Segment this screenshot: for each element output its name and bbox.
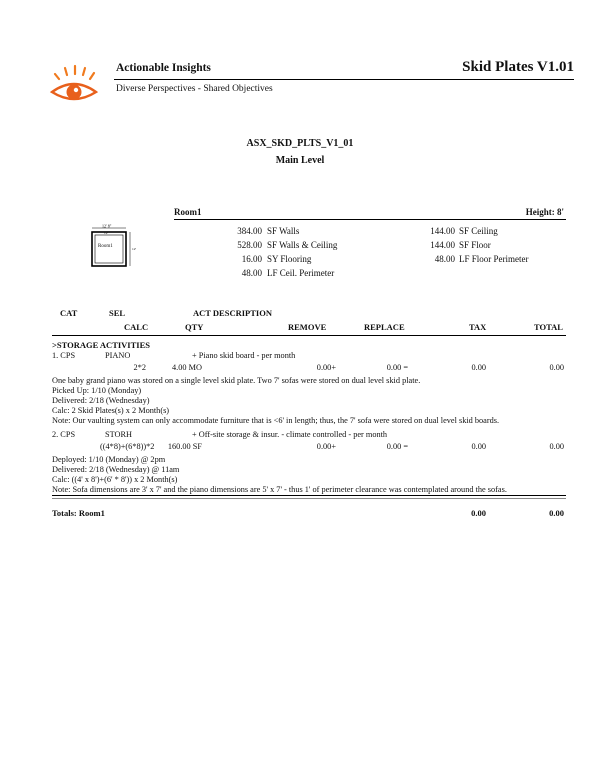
item-tax: 0.00 — [471, 442, 486, 451]
measurement-value: 144.00 — [430, 226, 455, 236]
item-qty: 4.00 MO — [172, 363, 202, 372]
col-replace: REPLACE — [364, 322, 405, 332]
col-sel: SEL — [109, 308, 126, 318]
room-name: Room1 — [174, 207, 202, 217]
item-note: Note: Sofa dimensions are 3' x 7' and the piano dimensions are 5' x 7' - thus 1' of perimeter clearance was contemplated around the sofas. — [52, 485, 507, 494]
svg-text:12': 12' — [104, 231, 109, 235]
item-note: Calc: ((4' x 8')+(6' * 8')) x 2 Month(s) — [52, 475, 178, 484]
measurement-label: SF Floor — [459, 240, 491, 250]
measurement-label: SF Walls & Ceiling — [267, 240, 338, 250]
measurement-value: 48.00 — [241, 268, 262, 278]
sketch-room-label: Room1 — [98, 244, 113, 249]
totals-rule-top — [52, 495, 566, 496]
room-sketch — [86, 224, 136, 270]
item-description: + Off-site storage & insur. - climate controlled - per month — [192, 430, 388, 439]
item-number-cat: 1. CPS — [52, 351, 76, 360]
company-tagline: Diverse Perspectives - Shared Objectives — [116, 84, 273, 94]
item-note: One baby grand piano was stored on a single level skid plate. Two 7' sofas were stored on dual level skid plate. — [52, 376, 421, 385]
item-total: 0.00 — [549, 442, 564, 451]
room-height: Height: 8' — [525, 207, 564, 217]
item-sel: PIANO — [105, 351, 131, 360]
item-replace: 0.00 = — [386, 363, 408, 372]
col-cat: CAT — [60, 308, 78, 318]
item-tax: 0.00 — [471, 363, 486, 372]
svg-text:12' 8": 12' 8" — [102, 224, 112, 229]
measurement-value: 16.00 — [241, 254, 262, 264]
measurement-value: 528.00 — [237, 240, 262, 250]
svg-text:12': 12' — [132, 247, 136, 251]
item-note: Picked Up: 1/10 (Monday) — [52, 386, 142, 395]
totals-label: Totals: Room1 — [52, 508, 105, 518]
item-note: Calc: 2 Skid Plates(s) x 2 Month(s) — [52, 406, 170, 415]
col-remove: REMOVE — [288, 322, 327, 332]
section-title: >STORAGE ACTIVITIES — [52, 340, 150, 350]
totals-total: 0.00 — [549, 508, 564, 518]
measurement-value: 384.00 — [237, 226, 262, 236]
eye-logo-icon — [48, 64, 100, 108]
item-remove: 0.00+ — [316, 363, 336, 372]
document-title: Skid Plates V1.01 — [462, 59, 574, 75]
col-act-description: ACT DESCRIPTION — [193, 308, 272, 318]
company-logo — [48, 64, 100, 108]
item-calc: 2*2 — [133, 363, 146, 372]
item-calc: ((4*8)+(6*8))*2 — [100, 442, 155, 451]
item-number-cat: 2. CPS — [52, 430, 76, 439]
measurement-value: 144.00 — [430, 240, 455, 250]
col-tax: TAX — [469, 322, 487, 332]
item-remove: 0.00+ — [316, 442, 336, 451]
measurement-label: SF Walls — [267, 226, 300, 236]
item-note: Deployed: 1/10 (Monday) @ 2pm — [52, 455, 166, 464]
estimate-id: ASX_SKD_PLTS_V1_01 — [246, 138, 354, 149]
measurement-label: SF Ceiling — [459, 226, 498, 236]
item-total: 0.00 — [549, 363, 564, 372]
totals-tax: 0.00 — [471, 508, 486, 518]
room-divider — [174, 219, 566, 220]
measurement-label: LF Floor Perimeter — [459, 254, 529, 264]
item-note: Delivered: 2/18 (Wednesday) @ 11am — [52, 465, 180, 474]
measurement-value: 48.00 — [434, 254, 455, 264]
col-calc: CALC — [124, 322, 149, 332]
item-qty: 160.00 SF — [167, 442, 202, 451]
measurement-label: SY Flooring — [267, 254, 312, 264]
header-rule — [52, 335, 566, 336]
item-replace: 0.00 = — [386, 442, 408, 451]
item-description: + Piano skid board - per month — [192, 351, 296, 360]
col-total: TOTAL — [534, 322, 563, 332]
item-sel: STORH — [105, 430, 133, 439]
level-name: Main Level — [275, 155, 325, 166]
col-qty: QTY — [185, 322, 204, 332]
item-note: Note: Our vaulting system can only accommodate furniture that is <6' in length; thus, the 7' sofa were stored on dual level skid boards. — [52, 416, 500, 425]
header-divider — [114, 79, 574, 80]
totals-rule-bottom — [52, 498, 566, 499]
measurement-label: LF Ceil. Perimeter — [267, 268, 335, 278]
item-note: Delivered: 2/18 (Wednesday) — [52, 396, 150, 405]
company-name: Actionable Insights — [116, 62, 211, 74]
